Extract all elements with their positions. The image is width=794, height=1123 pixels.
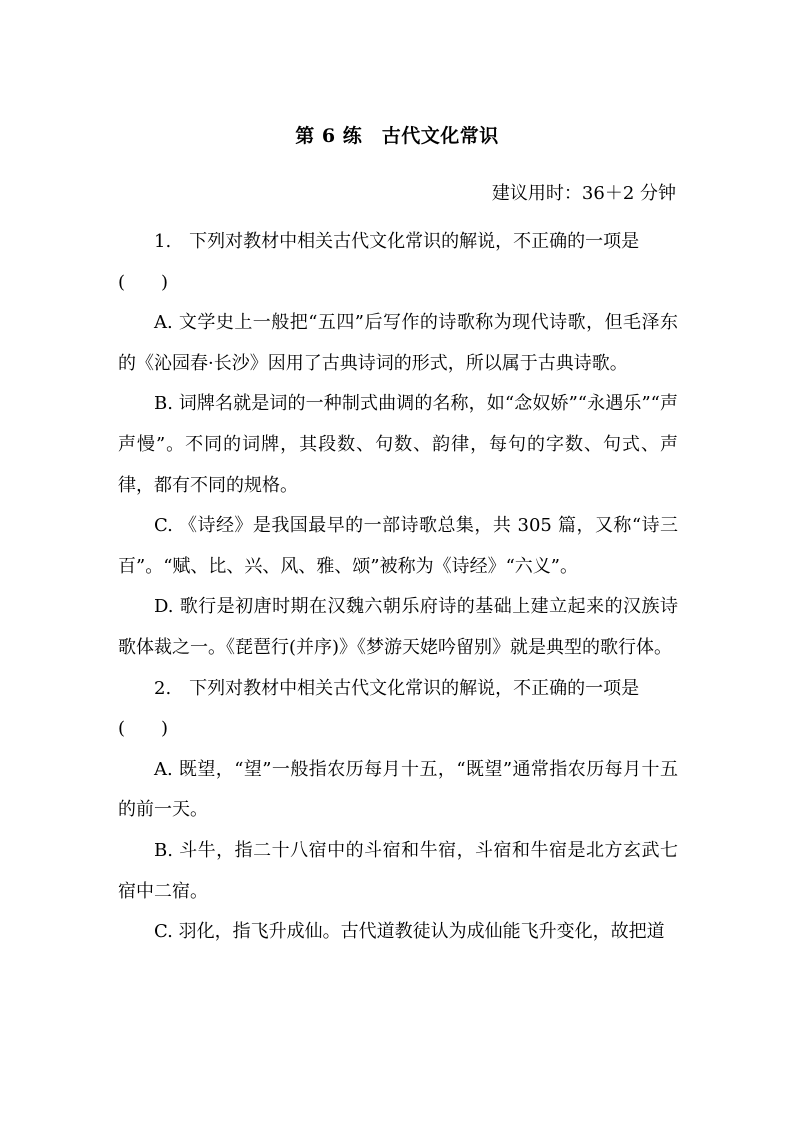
time-hint: 建议用时：36＋2 分钟	[491, 183, 676, 204]
paragraph-q1-b: B. 词牌名就是词的一种制式曲调的名称，如“念奴娇”“永遇乐”“声声慢”。不同的词牌，其段数、句数、韵律，每句的字数、句式、声律，都有不同的规格。	[118, 393, 678, 496]
paragraph-q1-a: A. 文学史上一般把“五四”后写作的诗歌称为现代诗歌，但毛泽东的《沁园春·长沙》因用了古典诗词的形式，所以属于古典诗歌。	[118, 312, 678, 374]
paragraph-q2-stem: 2. 下列对教材中相关古代文化常识的解说，不正确的一项是	[154, 677, 640, 699]
document-body	[118, 222, 678, 953]
paragraph-q2-c: C. 羽化，指飞升成仙。古代道教徒认为成仙能飞升变化，故把道	[154, 921, 665, 943]
paragraph-q2-a: A. 既望，“望”一般指农历每月十五，“既望”通常指农历每月十五的前一天。	[118, 758, 678, 821]
page-title: 第 6 练 古代文化常识	[295, 125, 499, 147]
paragraph-q1-c: C. 《诗经》是我国最早的一部诗歌总集，共 305 篇，又称“诗三百”。“赋、比、兴、风、雅、颂”被称为《诗经》“六义”。	[118, 515, 678, 577]
paragraph-q1-stem: 1. 下列对教材中相关古代文化常识的解说，不正确的一项是	[154, 231, 640, 252]
paragraph-q2-paren: ( )	[118, 718, 169, 740]
paragraph-q1-paren: ( )	[118, 271, 169, 293]
paragraph-q1-d: D. 歌行是初唐时期在汉魏六朝乐府诗的基础上建立起来的汉族诗歌体裁之一。《琵琶行(并序)》《梦游天姥吟留别》就是典型的歌行体。	[118, 596, 678, 658]
paragraph-q2-b: B. 斗牛，指二十八宿中的斗宿和牛宿，斗宿和牛宿是北方玄武七宿中二宿。	[118, 839, 678, 902]
